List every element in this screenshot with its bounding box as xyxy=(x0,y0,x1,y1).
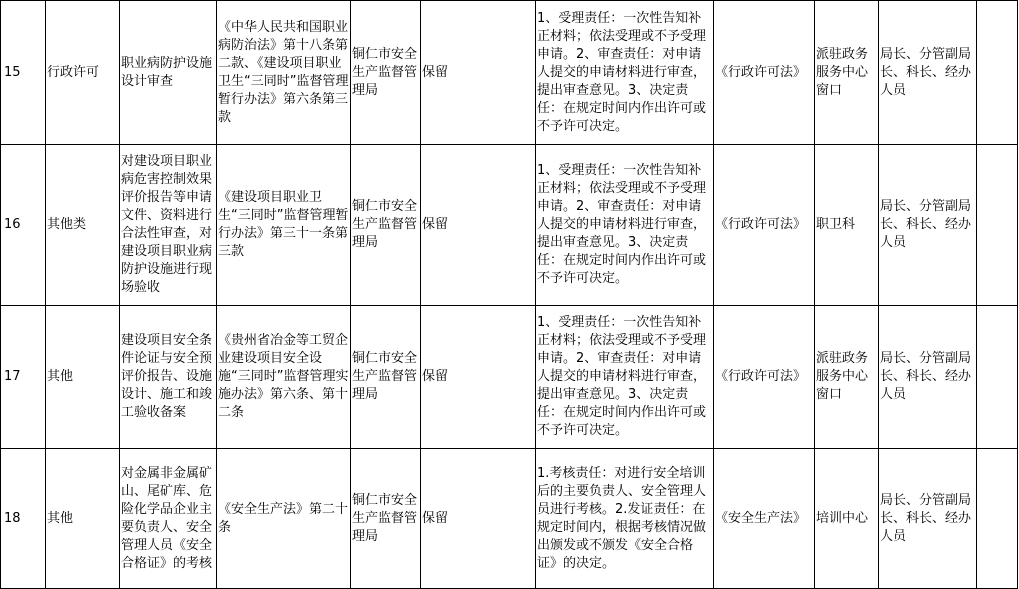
remark-cell xyxy=(977,1,1018,145)
table-row xyxy=(1,449,1018,589)
department-cell: 铜仁市安全生产监督管理局 xyxy=(351,449,421,589)
item-number-cell: 15 xyxy=(1,1,46,145)
responsibility-cell: 1.考核责任：对进行安全培训后的主要负责人、安全管理人员进行考核。2.发证责任：在规定时间内，根据考核情况做出颁发或不颁发《安全合格证》的决定。 xyxy=(536,449,714,589)
table-row xyxy=(1,1,1018,145)
law-cell: 《行政许可法》 xyxy=(714,306,815,449)
item-name-cell: 对建设项目职业病危害控制效果评价报告等申请文件、资料进行合法性审查，对建设项目职业病防护设施进行现场验收 xyxy=(120,145,217,306)
item-name-cell: 建设项目安全条件论证与安全预评价报告、设施设计、施工和竣工验收备案 xyxy=(120,306,217,449)
status-cell: 保留 xyxy=(421,449,536,589)
responsible-person-cell: 局长、分管副局长、科长、经办人员 xyxy=(879,145,977,306)
category-cell: 其他 xyxy=(46,306,120,449)
department-cell: 铜仁市安全生产监督管理局 xyxy=(351,306,421,449)
law-cell: 《安全生产法》 xyxy=(714,449,815,589)
item-name-cell: 职业病防护设施设计审查 xyxy=(120,1,217,145)
remark-cell xyxy=(977,449,1018,589)
legal-basis-cell: 《贵州省冶金等工贸企业建设项目安全设施“三同时”监督管理实施办法》第六条、第十二条 xyxy=(217,306,351,449)
department-cell: 铜仁市安全生产监督管理局 xyxy=(351,145,421,306)
remark-cell xyxy=(977,145,1018,306)
legal-basis-cell: 《安全生产法》第二十条 xyxy=(217,449,351,589)
responsible-person-cell: 局长、分管副局长、科长、经办人员 xyxy=(879,306,977,449)
department-cell: 铜仁市安全生产监督管理局 xyxy=(351,1,421,145)
category-cell: 其他类 xyxy=(46,145,120,306)
responsible-person-cell: 局长、分管副局长、科长、经办人员 xyxy=(879,449,977,589)
table-row xyxy=(1,306,1018,449)
category-cell: 行政许可 xyxy=(46,1,120,145)
legal-basis-cell: 《中华人民共和国职业病防治法》第十八条第二款、《建设项目职业卫生“三同时”监督管理暂行办法》第六条第三款 xyxy=(217,1,351,145)
item-number-cell: 18 xyxy=(1,449,46,589)
law-cell: 《行政许可法》 xyxy=(714,145,815,306)
status-cell: 保留 xyxy=(421,1,536,145)
category-cell: 其他 xyxy=(46,449,120,589)
item-number-cell: 16 xyxy=(1,145,46,306)
law-cell: 《行政许可法》 xyxy=(714,1,815,145)
remark-cell xyxy=(977,306,1018,449)
handling-unit-cell: 派驻政务服务中心窗口 xyxy=(815,1,879,145)
item-number-cell: 17 xyxy=(1,306,46,449)
legal-basis-cell: 《建设项目职业卫生“三同时”监督管理暂行办法》第三十一条第三款 xyxy=(217,145,351,306)
handling-unit-cell: 职卫科 xyxy=(815,145,879,306)
responsible-person-cell: 局长、分管副局长、科长、经办人员 xyxy=(879,1,977,145)
status-cell: 保留 xyxy=(421,145,536,306)
responsibility-cell: 1、受理责任：一次性告知补正材料；依法受理或不予受理申请。2、审查责任：对申请人提交的申请材料进行审查，提出审查意见。3、决定责任：在规定时间内作出许可或不予许可决定。 xyxy=(536,145,714,306)
responsibility-cell: 1、受理责任：一次性告知补正材料；依法受理或不予受理申请。2、审查责任：对申请人提交的申请材料进行审查，提出审查意见。3、决定责任：在规定时间内作出许可或不予许可决定。 xyxy=(536,306,714,449)
handling-unit-cell: 培训中心 xyxy=(815,449,879,589)
status-cell: 保留 xyxy=(421,306,536,449)
table-row xyxy=(1,145,1018,306)
handling-unit-cell: 派驻政务服务中心窗口 xyxy=(815,306,879,449)
responsibility-cell: 1、受理责任：一次性告知补正材料；依法受理或不予受理申请。2、审查责任：对申请人提交的申请材料进行审查，提出审查意见。3、决定责任：在规定时间内作出许可或不予许可决定。 xyxy=(536,1,714,145)
item-name-cell: 对金属非金属矿山、尾矿库、危险化学品企业主要负责人、安全管理人员《安全合格证》的考核 xyxy=(120,449,217,589)
